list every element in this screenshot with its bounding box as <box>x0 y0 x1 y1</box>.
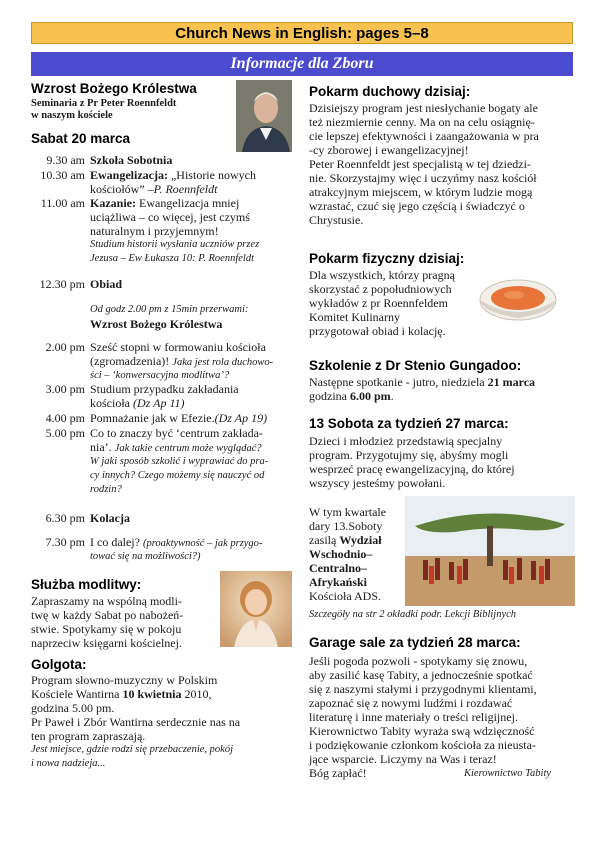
pokarm-duchowy-line: nie. Skorzystajmy więc i uczyńmy nasz kościół <box>309 171 537 185</box>
pokarm-duchowy-line: wzrastać, czuć się jego częścią i świadczyć o <box>309 199 525 213</box>
wzrost-subtitle-1: Seminaria z Pr Peter Roennfeldt <box>31 98 177 109</box>
schedule-time: 6.30 pm <box>45 511 85 525</box>
schedule-text: Obiad <box>90 277 123 291</box>
schedule-text: Sześć stopni w formowaniu kościoła <box>90 340 266 354</box>
golgota-text: Program słowno-muzyczny w Polskim Kościele Wantirna 10 kwietnia 2010, godzina 5.00 pm. Pr Paweł i Zbór Wantirna serdecznie nas na ten program zapraszają. Jest miejsce, gdzie rodzi się przebaczenie, pokój i nowa nadzieja... <box>31 673 241 769</box>
pokarm-duchowy-line: atrakcyjnym miejscem, w którym ludzie mogą <box>309 185 533 199</box>
sobota-line: Dzieci i młodzież przedstawią specjalny <box>309 434 503 448</box>
sluzba-line: Zapraszamy na wspólną modli- <box>31 594 182 608</box>
kwartal-line: Afrykański <box>309 575 368 589</box>
schedule-text: Wzrost Bożego Królestwa <box>90 317 223 331</box>
sluzba-text <box>31 594 183 650</box>
schedule-note: tować się na możliwości?) <box>90 551 201 562</box>
schedule-text: Studium przypadku zakładania <box>90 382 239 396</box>
african-village-photo <box>405 496 575 606</box>
info-banner-title: Informacje dla Zboru <box>230 55 374 72</box>
pokarm-fizyczny-heading: Pokarm fizyczny dzisiaj: <box>309 251 465 266</box>
golgota-line: i nowa nadzieja... <box>31 758 106 769</box>
schedule-time: 4.00 pm <box>45 411 85 425</box>
pokarm-duchowy-line: Dzisiejszy program jest niesłychanie bogaty ale <box>309 101 538 115</box>
sobota-line: program. Przygotujmy się, abyśmy mogli <box>309 448 509 462</box>
pokarm-duchowy-line: -cy zborowej i ewangelizacyjnej! <box>309 143 469 157</box>
garage-signature: Kierownictwo Tabity <box>464 768 552 779</box>
garage-line: Jeśli pogoda pozwoli - spotykamy się znowu, <box>309 654 528 668</box>
schedule-time: 3.00 pm <box>45 382 85 396</box>
pokarm-fizyczny-line: przygotował obiad i kolację. <box>309 324 446 338</box>
info-banner <box>31 52 573 76</box>
pokarm-fizyczny-text <box>309 268 455 338</box>
garage-line: literaturę i inne materiały o treści religijnej. <box>309 710 518 724</box>
wzrost-heading: Wzrost Bożego Królestwa <box>31 81 197 96</box>
schedule-time: 11.00 am <box>40 196 85 210</box>
schedule-note: Studium historii wysłania uczniów przez <box>90 239 260 250</box>
kwartal-line: dary 13.Soboty <box>309 519 383 533</box>
portrait-icon <box>236 80 292 152</box>
schedule-note: Od godz 2.00 pm z 15min przerwami: <box>90 304 249 315</box>
golgota-line: Jest miejsce, gdzie rodzi się przebaczenie, pokój <box>31 744 233 755</box>
sabat-heading: Sabat 20 marca <box>31 131 131 146</box>
sobota-line: wszyscy jesteśmy powołani. <box>309 476 446 490</box>
kwartal-line: Wschodnio– <box>309 547 373 561</box>
pokarm-fizyczny-line: Dla wszystkich, którzy pragną <box>309 268 455 282</box>
pokarm-fizyczny-line: wykładów z pr Roennfeldem <box>309 296 448 310</box>
schedule-note: rodzin? <box>90 484 122 495</box>
sobota-text <box>309 434 515 490</box>
pokarm-duchowy-line: też niezmiernie cenny. Ma on na celu osiągnię- <box>309 115 535 129</box>
garage-line: i podziękowanie członkom kościoła za nieusta- <box>309 738 536 752</box>
pokarm-duchowy-line: Peter Roennfeldt jest specjalistą w tej dziedzi- <box>309 157 531 171</box>
soup-bowl-photo <box>478 272 558 324</box>
schedule-note: W jaki sposób szkolić i wyprawiać do pra- <box>90 456 269 467</box>
wzrost-subtitle-2: w naszym kościele <box>31 110 113 121</box>
golgota-heading: Golgota: <box>31 657 87 672</box>
portrait-photo <box>236 80 292 152</box>
golgota-line: godzina 5.00 pm. <box>31 701 115 715</box>
praying-child-photo <box>220 571 292 647</box>
garage-line: jące wsparcie. Liczymy na Was i teraz! <box>309 752 497 766</box>
kwartal-line: W tym kwartale <box>309 505 387 519</box>
pokarm-duchowy-heading: Pokarm duchowy dzisiaj: <box>309 84 471 99</box>
pokarm-fizyczny-line: skorzystać z popołudniowych <box>309 282 452 296</box>
top-banner <box>31 22 573 44</box>
schedule-time: 12.30 pm <box>39 277 85 291</box>
szkolenie-text: Następne spotkanie - jutro, niedziela 21 marca godzina 6.00 pm. <box>309 375 536 403</box>
garage-text <box>309 654 537 780</box>
golgota-line: Pr Paweł i Zbór Wantirna serdecznie nas na <box>31 715 241 729</box>
sobota-heading: 13 Sobota za tydzień 27 marca: <box>309 416 509 431</box>
schedule-time: 5.00 pm <box>45 426 85 440</box>
schedule-text: Szkoła Sobotnia <box>90 153 173 167</box>
schedule-time: 10.30 am <box>40 168 85 182</box>
garage-heading: Garage sale za tydzień 28 marca: <box>309 635 521 650</box>
garage-line: aby zasilić kasę Tabity, a jednocześnie spotkać <box>309 668 533 682</box>
sluzba-heading: Służba modlitwy: <box>31 577 142 592</box>
schedule-text: uciążliwa – co więcej, jest czymś <box>90 210 250 224</box>
garage-line: Kierownictwo Tabity wyraża swą wdzięczność <box>309 724 535 738</box>
african-village-icon <box>405 496 575 606</box>
kwartal-line: Kościoła ADS. <box>309 589 381 603</box>
sobota-line: wesprzeć pracę ewangelizacyjną, do której <box>309 462 515 476</box>
sluzba-line: twę w każdy Sabat po nabożeń- <box>31 608 184 622</box>
schedule-time: 9.30 am <box>46 153 85 167</box>
schedule-text: Co to znaczy być ‘centrum zakłada- <box>90 426 263 440</box>
golgota-line: Program słowno-muzyczny w Polskim <box>31 673 218 687</box>
schedule-note: ści – ‘konwersacyjna modlitwa’? <box>90 370 230 381</box>
kwartal-line: Centralno– <box>309 561 367 575</box>
golgota-line: ten program zapraszają. <box>31 729 146 743</box>
sluzba-line: naprzeciw księgarni kościelnej. <box>31 636 182 650</box>
pokarm-duchowy-line: Chrystusie. <box>309 213 364 227</box>
schedule-text: naturalnym i przyjemnym! <box>90 224 219 238</box>
schedule-note: cy innych? Czego możemy się nauczyć od <box>90 470 265 481</box>
garage-line: zapoznać się z nowymi ludźmi i rozdawać <box>309 696 513 710</box>
schedule-time: 2.00 pm <box>45 340 85 354</box>
garage-line: Bóg zapłać! <box>309 766 367 780</box>
soup-bowl-icon <box>478 272 558 324</box>
schedule-note: Jezusa – Ew Łukasza 10: P. Roennfeldt <box>90 253 255 264</box>
sluzba-line: stwie. Spotykamy się w pokoju <box>31 622 182 636</box>
pokarm-fizyczny-line: Komitet Kulinarny <box>309 310 400 324</box>
praying-child-icon <box>220 571 292 647</box>
szkolenie-heading: Szkolenie z Dr Stenio Gungadoo: <box>309 358 522 373</box>
kwartal-note: Szczegóły na str 2 okładki podr. Lekcji Biblijnych <box>309 609 517 620</box>
schedule-text: Kolacja <box>90 511 130 525</box>
schedule-time: 7.30 pm <box>45 535 85 549</box>
top-banner-title: Church News in English: pages 5–8 <box>175 24 429 42</box>
garage-line: się z naszymi stałymi i przygodnymi klientami, <box>309 682 537 696</box>
kwartal-text: W tym kwartale dary 13.Soboty zasilą Wydział Wschodnio– Centralno– Afrykański Kościoła ADS. <box>309 505 387 603</box>
pokarm-duchowy-text <box>309 101 539 227</box>
pokarm-duchowy-line: cie lepszej efektywności i zaangażowania w pra <box>309 129 539 143</box>
